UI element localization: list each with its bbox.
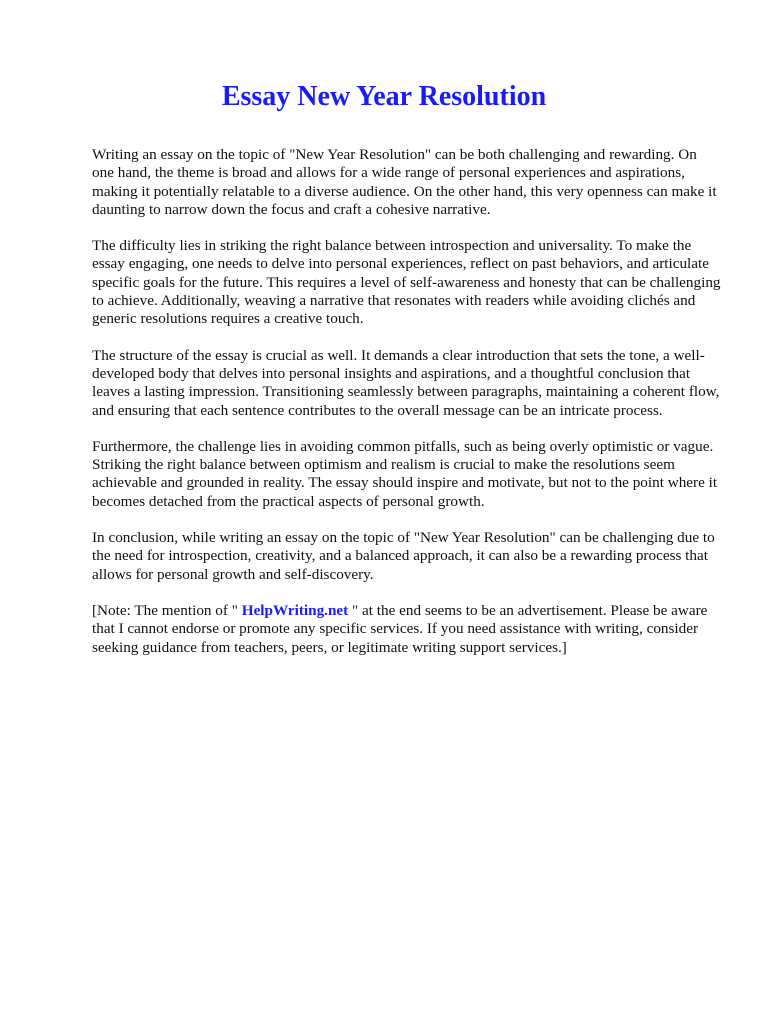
paragraph: Furthermore, the challenge lies in avoiding common pitfalls, such as being overly optimistic or vague. Striking the right balance between optimism and realism is crucial to make the resolutions seem achievable and grounded in reality. The essay should inspire and motivate, but not to the point where it becomes detached from the practical aspects of personal growth. [92, 437, 718, 510]
page-title: Essay New Year Resolution [221, 81, 547, 112]
paragraph: The difficulty lies in striking the right balance between introspection and universality. To make the essay engaging, one needs to delve into personal experiences, reflect on past behaviors, and articulate specific goals for the future. This requires a level of self-awareness and honesty that can be challenging to achieve. Additionally, weaving a narrative that resonates with readers while avoiding clichés and generic resolutions requires a creative touch. [92, 237, 721, 328]
note-paragraph [92, 602, 722, 657]
essay-body [92, 146, 722, 675]
paragraph: Writing an essay on the topic of "New Year Resolution" can be both challenging and rewarding. On one hand, the theme is broad and allows for a wide range of personal experiences and aspirations, making it potentially relatable to a diverse audience. On the other hand, this very openness can make it daunting to narrow down the focus and craft a cohesive narrative. [92, 146, 717, 218]
note-prefix: [Note: The mention of " [92, 601, 242, 619]
helpwriting-link[interactable]: HelpWriting.net [241, 601, 349, 619]
paragraph: In conclusion, while writing an essay on the topic of "New Year Resolution" can be challenging due to the need for introspection, creativity, and a balanced approach, it can also be a rewarding process that allows for personal growth and self-discovery. [92, 529, 715, 583]
paragraph: The structure of the essay is crucial as well. It demands a clear introduction that sets the tone, a well-developed body that delves into personal insights and aspirations, and a thoughtful conclusion that leaves a lasting impression. Transitioning seamlessly between paragraphs, maintaining a coherent flow, and ensuring that each sentence contributes to the overall message can be an intricate process. [92, 346, 720, 419]
note-suffix: " at the end seems to be an advertisement. Please be aware that I cannot endorse or promote any specific services. If you need assistance with writing, consider seeking guidance from teachers, peers, or legitimate writing support services.] [92, 601, 708, 656]
